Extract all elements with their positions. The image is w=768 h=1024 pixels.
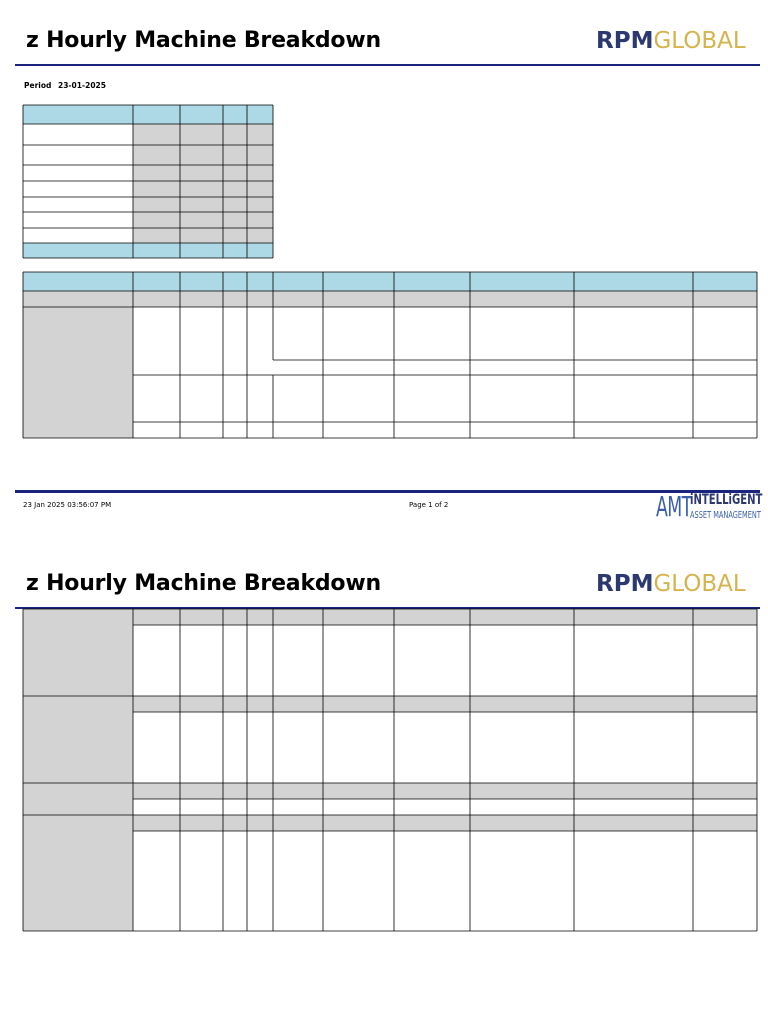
- logo-rpm-page-2: RPM: [596, 571, 654, 597]
- footer-printed-at: 23 Jan 2025 03:56:07 PM: [23, 501, 112, 509]
- logo-global: GLOBAL: [653, 28, 746, 54]
- period-label: Period: [24, 81, 52, 90]
- amt-logo-line2: ASSET MANAGEMENT: [690, 510, 761, 521]
- detail-group-cell: [23, 815, 133, 931]
- page-2-title: z Hourly Machine Breakdown: [26, 571, 381, 596]
- detail-subheader-row: [133, 291, 757, 307]
- summary-value-cells: [133, 181, 273, 197]
- detail-table-page-2: [23, 609, 757, 931]
- amt-logo-letters: AMT: [656, 490, 692, 523]
- detail-table: [23, 272, 757, 438]
- detail-group-cell: [23, 696, 133, 783]
- detail-subheader-row: [133, 609, 757, 625]
- period-value: 23-01-2025: [58, 81, 106, 90]
- summary-table: [23, 105, 273, 258]
- amt-logo-line1: iNTELLiGENT: [690, 492, 763, 508]
- summary-total-row: [23, 243, 273, 258]
- detail-subheader-row: [133, 696, 757, 712]
- detail-subheader-row: [133, 815, 757, 831]
- summary-value-cells: [133, 228, 273, 243]
- summary-value-cells: [133, 197, 273, 212]
- summary-header-row: [23, 105, 273, 124]
- summary-value-cells: [133, 165, 273, 181]
- summary-value-cells: [133, 124, 273, 145]
- summary-value-cells: [133, 212, 273, 228]
- summary-value-cells: [133, 145, 273, 165]
- detail-group-cell: [23, 783, 133, 815]
- footer-page-number: Page 1 of 2: [409, 501, 449, 509]
- detail-group-cell: [23, 609, 133, 696]
- detail-group-cell: [23, 291, 133, 438]
- detail-subheader-row: [133, 783, 757, 799]
- page-title: z Hourly Machine Breakdown: [26, 28, 381, 53]
- logo-rpm: RPM: [596, 28, 654, 54]
- logo-global-page-2: GLOBAL: [653, 571, 746, 597]
